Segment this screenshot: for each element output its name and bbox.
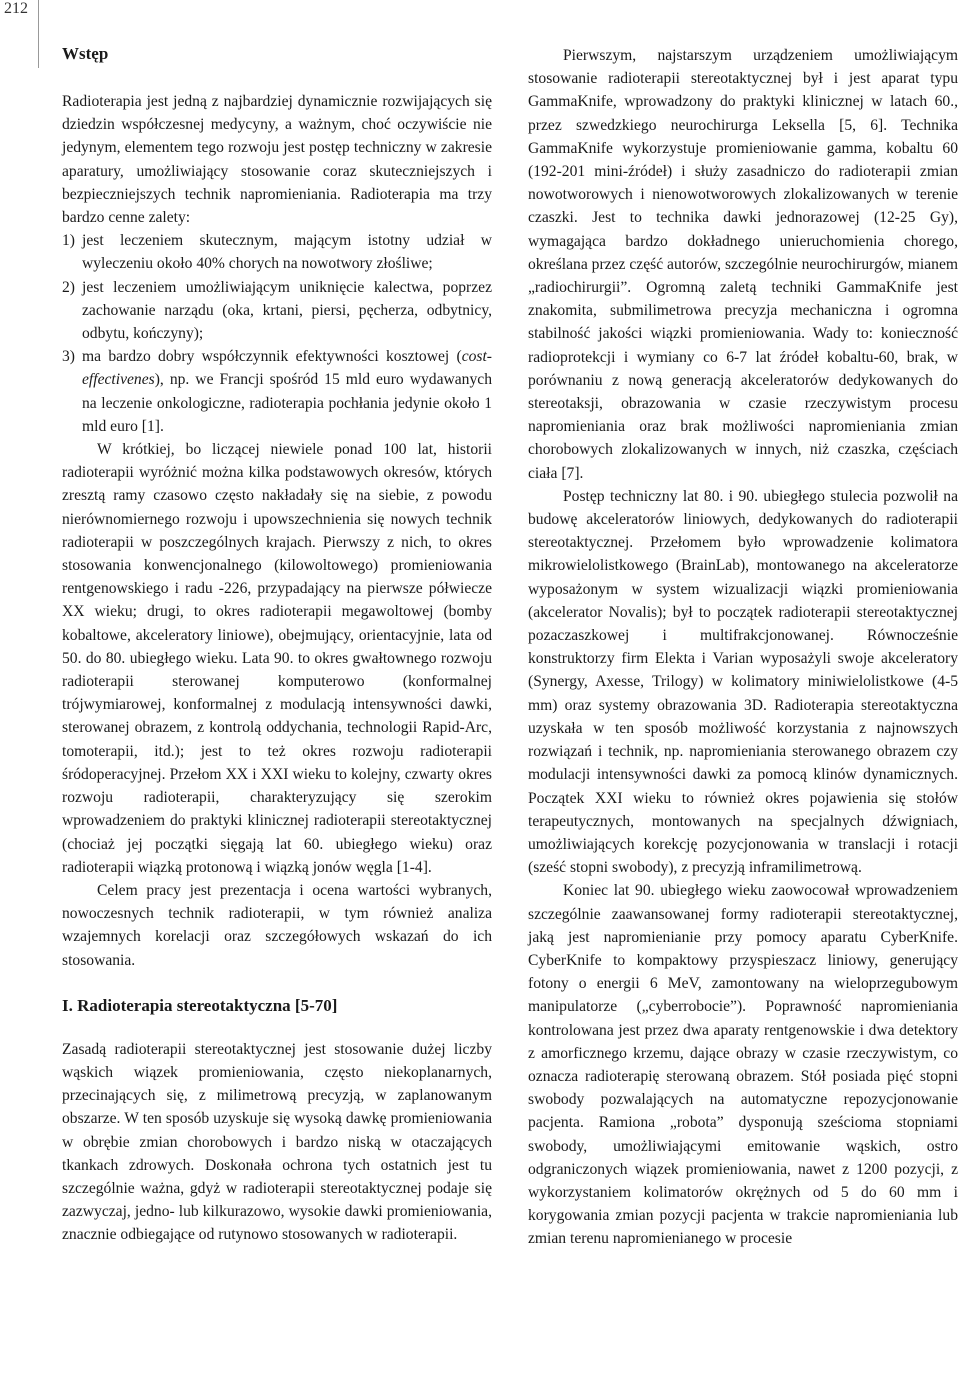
list-item-text xyxy=(82,345,492,438)
section-heading-intro: Wstęp xyxy=(62,44,109,63)
list-item-text: jest leczeniem skutecznym, mającym istotny udział w wyleczeniu około 40% chorych na nowotwory złośliwe; xyxy=(82,232,492,273)
advantages-list xyxy=(62,229,492,438)
list-item-text-part: ma bardzo dobry współczynnik efektywności kosztowej ( xyxy=(82,348,462,366)
page-number: 212 xyxy=(4,0,28,17)
section1-paragraph-1: Zasadą radioterapii stereotaktycznej jest stosowanie dużej liczby wąskich wiązek promieniowania, często niekoplanarnych, przecinających się, z milimetrową precyzją, w zaplanowanym obszarze. W ten sposób uzyskuje się wysoką dawkę promieniowania w obrębie zmian chorobowych i bardzo niską w otaczających tkankach zdrowych. Doskonała ochrona tych ostatnich jest tu szczególnie ważna, gdyż w radioterapii stereotaktycznej podaje się zazwyczaj, jedno- lub kilkurazowo, wysokie dawki promieniowania, znacznie odbiegające od rutynowo stosowanych w radioterapii. xyxy=(62,1040,492,1244)
intro-paragraph-3: Celem pracy jest prezentacja i ocena wartości wybranych, nowoczesnych technik radioterapii, w tym również analiza wzajemnych korelacji oraz szczegółowych wskazań do ich stosowania. xyxy=(62,881,492,969)
list-item-number: 2) xyxy=(62,278,75,296)
list-item-number: 1) xyxy=(62,232,75,250)
right-paragraph-3: Koniec lat 90. ubiegłego wieku zaowocował wprowadzeniem szczególnie zaawansowanej formy radioterapii stereotaktycznej, jaką jest napromienianie przy pomocy aparatu CyberKnife. CyberKnife to kompaktowy przyspieszacz liniowy, generujący fotony o energii 6 MeV, zamontowany na wieloprzegubowym manipulatorze („cyberrobocie”). Poprawność napromieniania kontrolowana jest przez dwa aparaty rentgenowskie i dwa detektory z amorficznego krzemu, dające obrazy w czasie rzeczywistym, co oznacza radioterapię sterowaną obrazem. Stół posiada pięć stopni swobody pozwalających na automatyczne repozycjonowanie pacjenta. Ramiona „robota” dysponują sześcioma stopniami swobody, umożliwiającymi emitowanie wąskich, ostro odgraniczonych wiązek promieniowania, nawet z 1200 pozycji, z wykorzystaniem kolimatorów okrężnych od 5 do 60 mm i korygowania zmian pozycji pacjenta w trakcie napromieniania lub zmian terenu napromienianego w procesie xyxy=(528,882,958,1248)
list-item-number: 3) xyxy=(62,348,75,366)
intro-paragraph-1: Radioterapia jest jedną z najbardziej dynamicznie rozwijających się dziedzin współczesnej medycyny, a ważnym, choć oczywiście nie jedynym, elementem tego rozwoju jest postęp techniczny w zakresie aparatury, umożliwiający stosowanie coraz skuteczniejszych i bezpieczniejszych technik napromieniania. Radioterapia ma trzy bardzo cenne zalety: xyxy=(62,93,492,227)
page-margin-rule xyxy=(38,0,39,68)
intro-paragraph-2: W krótkiej, bo liczącej niewiele ponad 100 lat, historii radioterapii wyróżnić można kilka podstawowych okresów, których zresztą ramy czasowo często nakładały się na siebie, z powodu nierównomiernego rozwoju i upowszechnienia się nowych technik radioterapii w poszczególnych krajach. Pierwszy z nich, to okres stosowania konwencjonalnego (kilowoltowego) promieniowania rentgenowskiego i radu -226, przypadający na pierwsze półwiecze XX wieku; drugi, to okres radioterapii megawoltowej (bomby kobaltowe, akceleratory liniowe), obejmujący, orientacyjnie, lata od 50. do 80. ubiegłego wieku. Lata 90. to okres gwałtownego rozwoju radioterapii sterowanej komputerowo (konformalnej trójwymiarowej, konformalnej z modulacją intensywności dawki, sterowanej obrazem, z kontrolą oddychania, technologii Rapid-Arc, tomoterapii, itd.); jest to też okres rozwoju radioterapii śródoperacyjnej. Przełom XX i XXI wieku to kolejny, czwarty okres rozwoju radioterapii, charakteryzujący się szerokim wprowadzeniem do praktyki klinicznej radioterapii stereotaktycznej (chociaż jej początki sięgają lat 60. ubiegłego wieku) oraz radioterapii wiązką protonową i wiązką jonów węgla [1-4]. xyxy=(62,441,492,876)
list-item-text-part: ), np. we Francji spośród 15 mld euro wydawanych na leczenie onkologiczne, radioterapia pochłania jedynie około 1 mld euro [1]. xyxy=(82,371,492,435)
list-item xyxy=(62,345,492,438)
list-item-text: jest leczeniem umożliwiającym uniknięcie kalectwa, poprzez zachowanie narządu (oka, krtani, piersi, pęcherza, odbytnicy, odbytu, kończyny); xyxy=(82,278,492,343)
right-paragraph-1: Pierwszym, najstarszym urządzeniem umożliwiającym stosowanie radioterapii stereotaktycznej był i jest aparat typu GammaKnife, wprowadzony do praktyki klinicznej w latach 60., przez szwedzkiego neurochirurga Leksella [5, 6]. Technika GammaKnife wykorzystuje promieniowanie gamma, kobaltu 60 (192-201 mini-źródeł) i służy zasadniczo do radioterapii zmian nowotworowych i nienowotworowych zlokalizowanych w terenie czaszki. Jest to technika dawki jednorazowej (12-25 Gy), wymagająca bardzo dokładnego unieruchomienia chorego, określana przez część autorów, szczególnie neurochirurgów, mianem „radiochirurgii”. Ogromną zaletą techniki GammaKnife jest znakomita, submilimetrowa precyzja mechaniczna i ogromna stabilność jakości wiązki promieniowania. Wady to: konieczność radioprotekcji i wymiany co 6-7 lat źródeł kobaltu-60, brak, w porównaniu z nową generacją akceleratorów dedykowanych do stereotaksji, obrazowania w czasie rzeczywistym procesu napromieniania oraz brak możliwości napromieniania zmian chorobowych zlokalizowanych w innych, niż czaszka, częściach ciała [7]. xyxy=(528,47,958,482)
list-item xyxy=(62,276,492,346)
section-heading-stereotactic: I. Radioterapia stereotaktyczna [5-70] xyxy=(62,995,338,1015)
list-item-emphasis: cost-effectivenes xyxy=(82,348,492,389)
left-column xyxy=(62,42,492,1247)
right-paragraph-2: Postęp techniczny lat 80. i 90. ubiegłego stulecia pozwolił na budowę akceleratorów liniowych, dedykowanych do radioterapii stereotaktycznej. Przełomem było wprowadzenie kolimatora mikrowielolistkowego (BrainLab), montowanego na akceleratorze wyposażonym w system wizualizacji wiązki promieniowania (akcelerator Novalis); był to początek radioterapii stereotaktycznej pozaczaszkowej i multifrakcjonowanej. Równocześnie konstruktorzy firm Elekta i Varian wyposażyli swoje akceleratory (Synergy, Axesse, Trilogy) w kolimatory miniwielolistkowe (4-5 mm) oraz systemy obrazowania 3D. Radioterapia stereotaktyczna uzyskała w ten sposób możliwość korzystania z najnowszych rozwiązań i technik, np. napromieniania sterowanego obrazem czy modulacji intensywności dawki za pomocą klinów dynamicznych. Początek XXI wieku to również okres pojawienia się stołów terapeutycznych, montowanych na specjalnych dźwigniach, umożliwiających korekcję pozycjonowania w translacji i rotacji (sześć stopni swobody), z precyzją inframilimetrową. xyxy=(528,487,958,877)
list-item xyxy=(62,229,492,275)
right-column xyxy=(528,44,958,1251)
